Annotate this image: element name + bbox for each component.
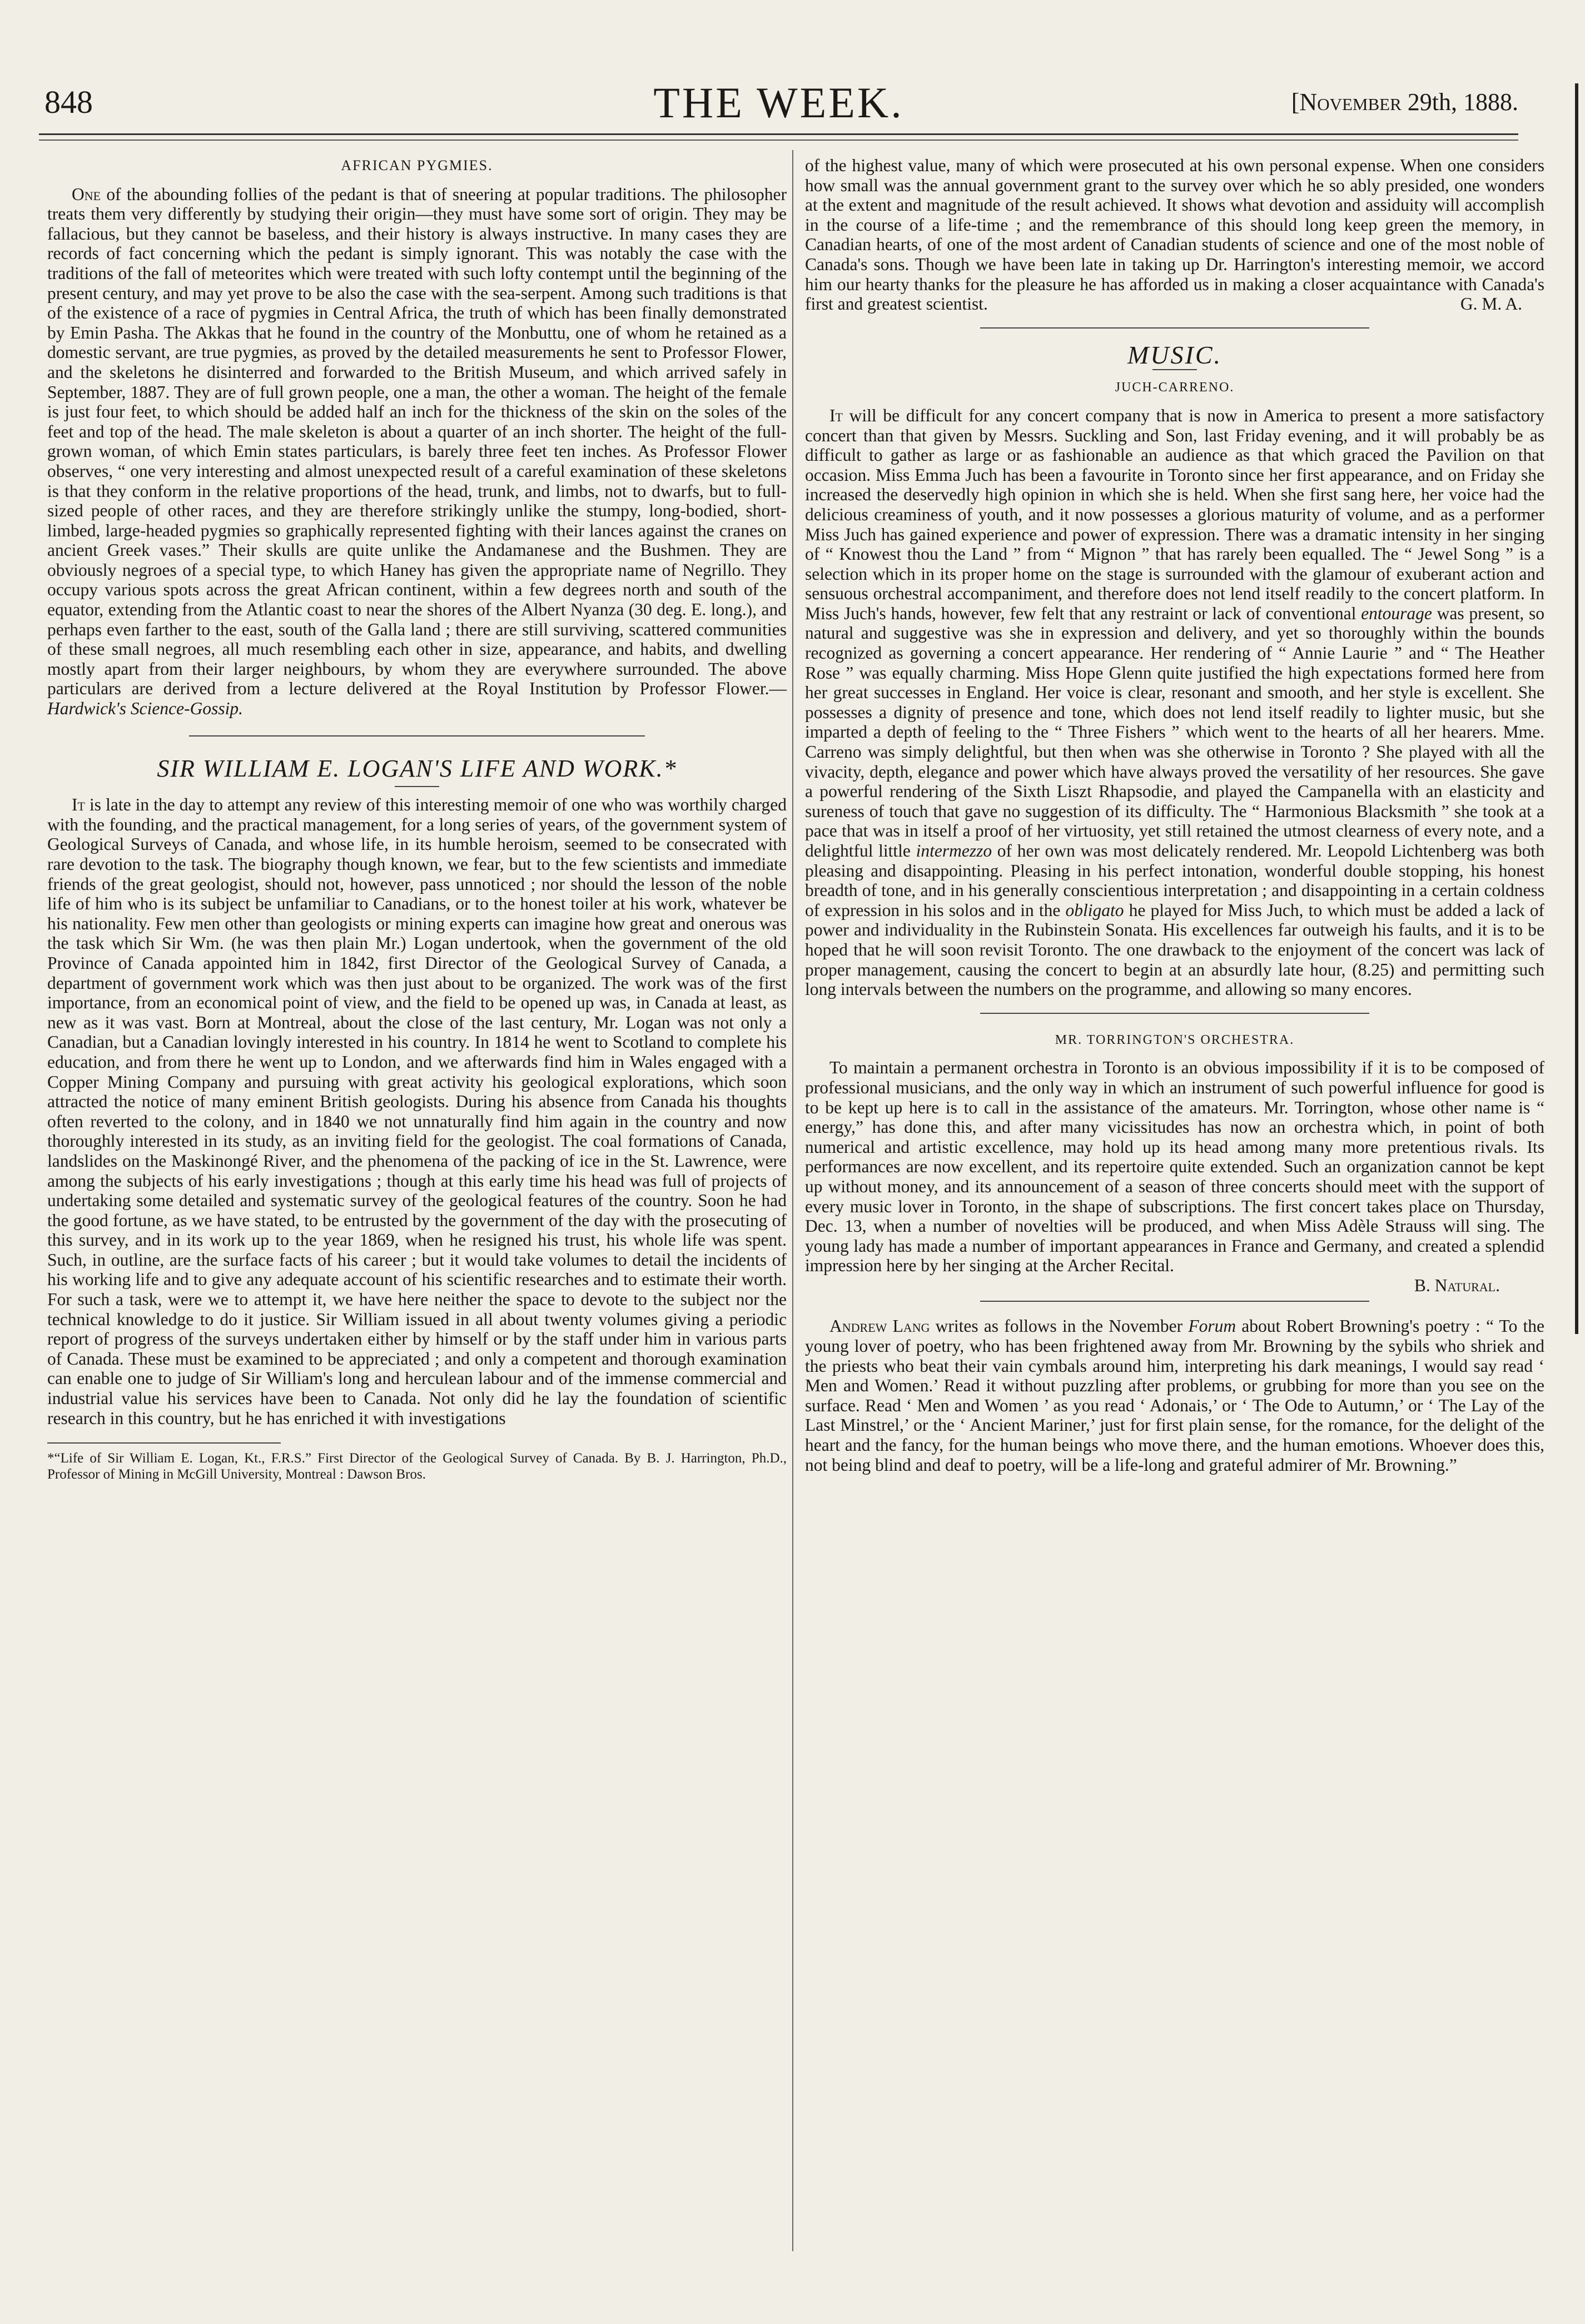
orchestra-heading: MR. TORRINGTON'S ORCHESTRA. — [1055, 1032, 1295, 1047]
logan-review-continued: of the highest value, many of which were prosecuted at his own personal expense. When one considers how small was the annual government grant to the survey over which he so ably presided, one wonders at the extent and magnitude of the result achieved. It shows what devotion and assiduity will accomplish in the course of a life-time ; and the remembrance of this should long keep green the memory, in Canadian hearts, of one of the most ardent of Canadian students of science and one of the most noble of Canada's sons. Though we have been late in taking up Dr. Harrington's interesting memoir, we accord him our hearty thanks for the pleasure he has afforded us in making a closer acquaintance with Canada's first and greatest scientist. G. M. A. — [805, 156, 1544, 314]
orchestra-signature: B. Natural. — [1414, 1275, 1500, 1295]
logan-review-title: SIR WILLIAM E. LOGAN'S LIFE AND WORK.* — [157, 754, 677, 782]
issue-date: [November 29th, 1888. — [1291, 88, 1518, 116]
footnote-rule — [47, 1442, 281, 1444]
page-edge-mark — [1575, 83, 1578, 1334]
page-header — [39, 78, 1518, 139]
andrew-lang-paragraph: Andrew Lang writes as follows in the November Forum about Robert Browning's poetry : “ To the young lover of poetry, who has been frightened away from Mr. Browning by the sybils who shriek and the priests who beat their vain cymbals around him, interpreting his dark meanings, I would say read ‘ Men and Women.’ Read it without puzzling after problems, or grubbing for more than you see on the surface. Read ‘ Men and Women ’ as you read ‘ Adonais,’ or ‘ The Ode to Autumn,’ or ‘ The Lay of the Last Minstrel,’ or the ‘ Ancient Mariner,’ just for first plain sense, for the romance, for the delight of the heart and the fancy, for the human beings who move there, and the human emotions. Whoever does this, not being blind and deaf to poetry, will be a life-long and grateful admirer of Mr. Browning.” — [805, 1316, 1544, 1475]
column-divider — [792, 150, 793, 2251]
right-column — [805, 156, 1544, 1475]
source-citation: Hardwick's Science-Gossip. — [47, 699, 243, 719]
header-rule — [39, 133, 1518, 141]
section-rule — [189, 735, 645, 736]
title-rule — [395, 786, 439, 787]
african-pygmies-title: AFRICAN PYGMIES. — [341, 157, 493, 173]
title-rule — [1152, 369, 1197, 370]
masthead-title: THE WEEK. — [653, 78, 904, 127]
orchestra-body: To maintain a permanent orchestra in Toronto is an obvious impossibility if it is to be composed of professional musicians, and the only way in which an instrument of such powerful influence for good is to be kept up here is to call in the assistance of the amateurs. Mr. Torrington, whose other name is “ energy,” has done this, and after many vicissitudes has now an orchestra which, in point of both numerical and artistic excellence, may hold up its head among many more pretentious rivals. Its performances are now excellent, and its repertoire quite extended. Such an organization cannot be kept up without money, and its announcement of a season of three concerts should meet with the support of every music lover in Toronto, in the shape of subscriptions. The first concert takes place on Thursday, Dec. 13, when a number of novelties will be produced, and when Miss Adèle Strauss will sing. The young lady has made a number of important appearances in France and Germany, and created a splendid impression here by her singing at the Archer Recital. — [805, 1058, 1544, 1276]
section-rule — [980, 1013, 1369, 1014]
footnote: *“Life of Sir William E. Logan, Kt., F.R.S.” First Director of the Geological Survey of Canada. By B. J. Harrington, Ph.D., Professor of Mining in McGill University, Montreal : Dawson Bros. — [47, 1451, 787, 1482]
juch-carreno-heading: JUCH-CARRENO. — [1115, 380, 1235, 395]
section-rule — [980, 1301, 1369, 1302]
left-column — [47, 156, 787, 1482]
music-section-title: MUSIC. — [1127, 340, 1223, 369]
logan-review-body: It is late in the day to attempt any review of this interesting memoir of one who was worthily charged with the founding, and the practical management, for a long series of years, of the government system of Geological Surveys of Canada, and whose life, in its humble heroism, seemed to be consecrated with rare devotion to the task. The biography though known, we fear, but to the few scientists and immediate friends of the great geologist, should not, however, pass unnoticed ; nor should the lesson of the noble life of him who is its subject be unfamiliar to Canadians, or to the honest toiler at his work, whatever be his nationality. Few men other than geologists or mining experts can imagine how great and onerous was the task which Sir Wm. (he was then plain Mr.) Logan undertook, when the government of the old Province of Canada appointed him in 1842, first Director of the Geological Survey of Canada, a department of government work which was then just about to be organized. The work was of the first importance, from an economical point of view, and the field to be opened up was, in Canada at least, as new as it was vast. Born at Montreal, about the close of the last century, Mr. Logan was not only a Canadian, but a Canadian lovingly interested in his country. In 1814 he went to Scotland to complete his education, and from there he went up to London, and we afterwards find him in Wales engaged with a Copper Mining Company and pursuing with great activity his geological explorations, which soon attracted the notice of many eminent British geologists. During his absence from Canada his thoughts often reverted to the colony, and in 1840 we not unnaturally find him again in the country and now thoroughly interested in its study, as an inviting field for the geologist. The coal formations of Canada, landslides on the Maskinongé River, and the phenomena of the packing of ice in the St. Lawrence, were among the subjects of his early investigations ; though at this early time his head was full of projects of undertaking some detailed and systematic survey of the geological features of the country. Soon he had the good fortune, as we have stated, to be entrusted by the government of the day with the prosecuting of this survey, and in its work up to the year 1869, when he resigned his trust, his whole life was spent. Such, in outline, are the surface facts of his career ; but it would take volumes to detail the incidents of his working life and to give any adequate account of his scientific researches and to estimate their worth. For such a task, were we to attempt it, we have here neither the space to devote to the subject nor the technical knowledge to do it justice. Sir William issued in all about twenty volumes giving a periodic report of progress of the surveys undertaken either by himself or by the staff under him in various parts of Canada. These must be examined to be appreciated ; and only a competent and thorough examination can enable one to judge of Sir William's long and herculean labour and of the immense commercial and industrial value his services have been to Canada. Not only did he lay the foundation of scientific research in this country, but he has enriched it with investigations — [47, 795, 787, 1428]
review-signature: G. M. A. — [1460, 294, 1522, 314]
african-pygmies-body: One of the abounding follies of the pedant is that of sneering at popular traditions. The philosopher treats them very differently by studying their origin—they must have some sort of origin. They may be fallacious, but they cannot be baseless, and their history is always instructive. In many cases they are records of fact concerning which the pedant is simply ignorant. This was notably the case with the traditions of the fall of meteorites which were treated with such lofty contempt until the beginning of the present century, and may yet prove to be also the case with the sea-serpent. Among such traditions is that of the existence of a race of pygmies in Central Africa, the truth of which has been finally demonstrated by Emin Pasha. The Akkas that he found in the country of the Monbuttu, one of whom he retained as a domestic servant, are true pygmies, as proved by the detailed measurements he sent to Professor Flower, and the skeletons he disinterred and forwarded to the British Museum, and which arrived safely in September, 1887. They are of full grown people, one a man, the other a woman. The height of the female is just four feet, to which should be added half an inch for the thickness of the skin on the soles of the feet and top of the head. The male skeleton is about a quarter of an inch shorter. The height of the full-grown woman, of which Emin states particulars, is barely three feet ten inches. As Professor Flower observes, “ one very interesting and almost unexpected result of a careful examination of these skeletons is that they conform in the relative proportions of the head, trunk, and limbs, not to dwarfs, but to full-sized people of other races, and they are therefore strikingly unlike the stumpy, long-bodied, short-limbed, large-headed pygmies so graphically represented fighting with their lances against the cranes on ancient Greek vases.” Their skulls are quite unlike the Andamanese and the Bushmen. They are obviously negroes of a special type, to which Haney has given the appropriate name of Negrillo. They occupy various spots across the great African continent, within a few degrees north and south of the equator, extending from the Atlantic coast to near the shores of the Albert Nyanza (30 deg. E. long.), and perhaps even farther to the east, south of the Galla land ; there are still surviving, scattered communities of these small negroes, all much resembling each other in size, appearance, and habits, and dwelling mostly apart from their larger neighbours, by whom they are everywhere surrounded. The above particulars are derived from a lecture delivered at the Royal Institution by Professor Flower.—Hardwick's Science-Gossip. — [47, 184, 787, 719]
juch-carreno-body: It will be difficult for any concert company that is now in America to present a more satisfactory concert than that given by Messrs. Suckling and Son, last Friday evening, and it will probably be as difficult to gather as large or as fashionable an audience as that which graced the Pavilion on that occasion. Miss Emma Juch has been a favourite in Toronto since her first appearance, and on Friday she increased the deservedly high opinion in which she is held. When she first sang here, her voice had the delicious creaminess of youth, and it now possesses a glorious maturity of volume, and as a performer Miss Juch has gained experience and power of expression. There was a dramatic intensity in her singing of “ Knowest thou the Land ” from “ Mignon ” that has rarely been equalled. The “ Jewel Song ” is a selection which in its proper home on the stage is surrounded with the glamour of exuberant action and sensuous orchestral accompaniment, and therefore does not lend itself readily to the concert platform. In Miss Juch's hands, however, few felt that any restraint or lack of conventional entourage was present, so natural and suggestive was she in expression and delivery, and yet so thoroughly within the bounds recognized as governing a concert appearance. Her rendering of “ Annie Laurie ” and “ The Heather Rose ” was equally charming. Miss Hope Glenn quite justified the high expectations formed here from her great successes in England. Her voice is clear, resonant and smooth, and her style is excellent. She possesses a dignity of presence and tone, which does not lend itself readily to lighter music, but she imparted a depth of feeling to the “ Three Fishers ” which went to the hearts of all her hearers. Mme. Carreno was simply delightful, but then when was she otherwise in Toronto ? She played with all the vivacity, depth, elegance and power which have always proved the versatility of her resources. She gave a powerful rendering of the Sixth Liszt Rhapsodie, and played the Campanella with an elasticity and sureness of touch that gave no suggestion of its difficulty. The “ Harmonious Blacksmith ” she took at a pace that was in itself a proof of her virtuosity, yet still retained the utmost clearness of every note, and a delightful little intermezzo of her own was most delicately rendered. Mr. Leopold Lichtenberg was both pleasing and disappointing. Pleasing in his perfect intonation, wonderful double stopping, his honest breadth of tone, and in his generally conscientious interpretation ; and disappointing in a certain coldness of expression in his solos and in the obligato he played for Miss Juch, to which must be added a lack of power and individuality in the Rubinstein Sonata. His excellences far outweigh his faults, and it is to be hoped that he will soon revisit Toronto. The one drawback to the enjoyment of the concert was lack of proper management, causing the concert to begin at an absurdly late hour, (8.25) and permitting such long intervals between the numbers on the programme, and allowing so many encores. — [805, 405, 1544, 999]
section-rule — [980, 327, 1369, 329]
page-number: 848 — [44, 84, 93, 120]
